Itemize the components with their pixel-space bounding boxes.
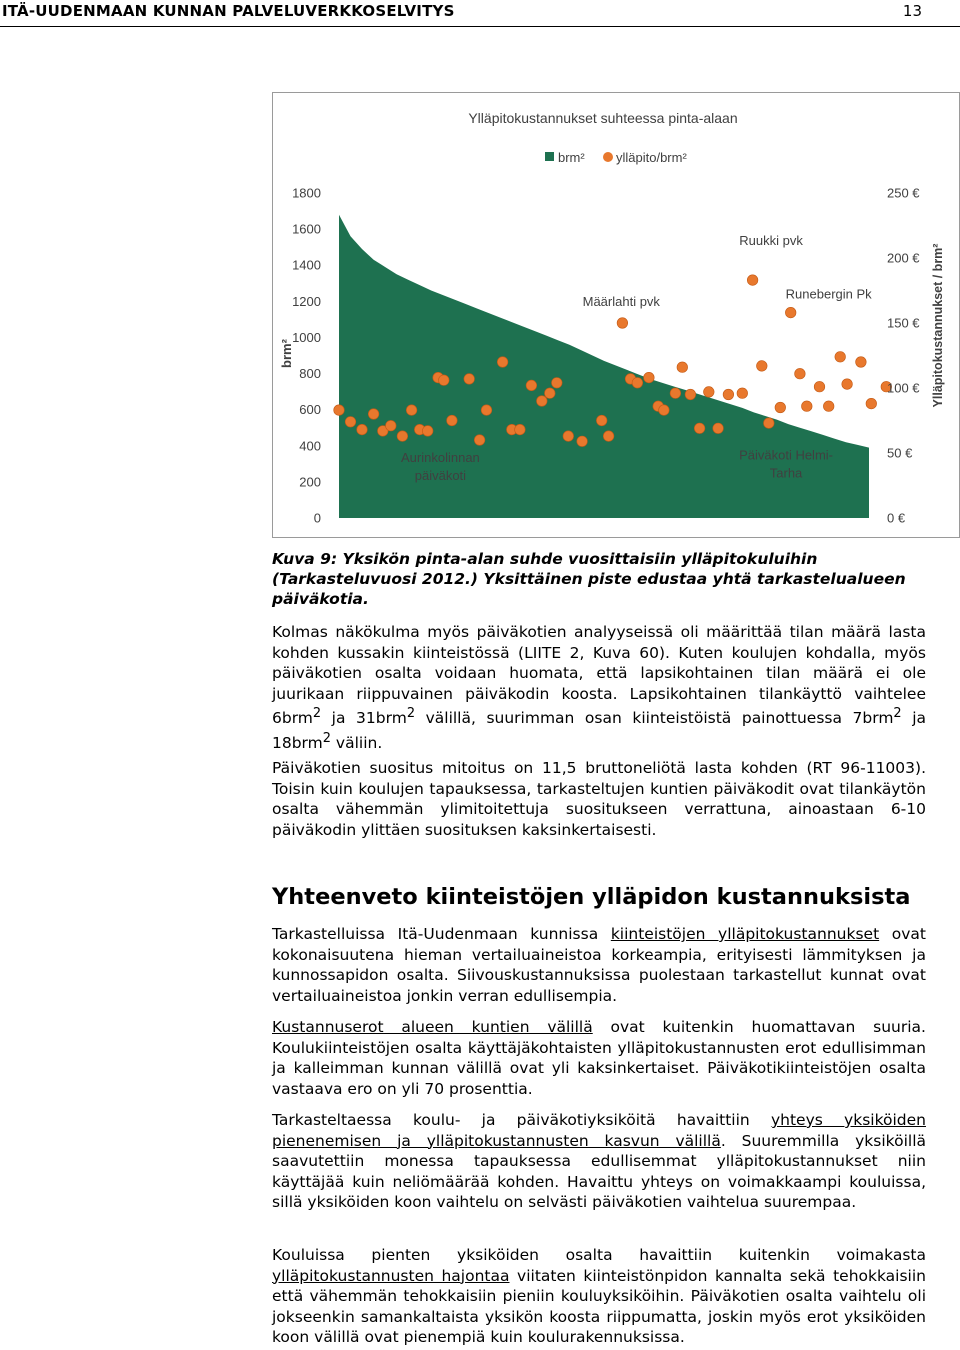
s4-text-a: Kouluissa pienten yksiköiden osalta havaittiin kuitenkin voimakasta: [272, 1246, 926, 1264]
scatter-point: [334, 405, 345, 416]
s4-underlined: ylläpitokustannusten hajontaa: [272, 1266, 510, 1285]
scatter-point: [603, 431, 614, 442]
report-title: ITÄ-UUDENMAAN KUNNAN PALVELUVERKKOSELVITYS: [2, 2, 455, 20]
left-tick-label: 1600: [292, 221, 321, 237]
scatter-point: [764, 418, 775, 429]
scatter-point: [823, 401, 834, 412]
scatter-point: [617, 318, 628, 329]
left-tick-label: 1400: [292, 257, 321, 273]
point-annotation: Tarha: [769, 465, 803, 481]
point-annotation: Runebergin Pk: [785, 286, 872, 302]
scatter-point: [723, 389, 734, 400]
scatter-point: [596, 415, 607, 426]
superscript-2: 2: [406, 706, 416, 721]
scatter-point: [368, 409, 379, 420]
superscript-2: 2: [322, 730, 331, 746]
legend-swatch-marker: [603, 152, 613, 162]
paragraph-space-per-child: [272, 622, 926, 753]
point-annotation: päiväkoti: [414, 468, 467, 484]
scatter-point: [537, 396, 548, 407]
chart-legend: [545, 150, 687, 165]
scatter-point: [386, 420, 397, 431]
left-tick-label: 600: [299, 402, 321, 418]
scatter-point: [563, 431, 574, 442]
scatter-point: [474, 435, 485, 446]
scatter-point: [497, 357, 508, 368]
chart-title: Ylläpitokustannukset suhteessa pinta-alaan: [468, 110, 738, 126]
scatter-point: [842, 379, 853, 390]
scatter-point: [713, 423, 724, 434]
scatter-point: [802, 401, 813, 412]
superscript-2: 2: [312, 706, 322, 721]
point-annotation: Aurinkolinnan: [401, 450, 480, 466]
left-tick-label: 1200: [292, 293, 321, 309]
right-tick-label: 100 €: [887, 380, 920, 396]
scatter-point: [835, 352, 846, 363]
scatter-point: [632, 378, 643, 389]
paragraph-summary-4: [272, 1245, 926, 1348]
s1-underlined: kiinteistöjen ylläpitokustannukset: [610, 925, 880, 943]
scatter-point: [515, 424, 526, 435]
scatter-point: [464, 374, 475, 385]
scatter-point: [545, 388, 556, 399]
s1-text-a: Tarkastelluissa Itä-Uudenmaan kunnissa: [272, 925, 611, 943]
scatter-point: [552, 378, 563, 389]
scatter-point: [439, 375, 450, 386]
right-tick-label: 200 €: [887, 250, 920, 266]
scatter-point: [357, 424, 368, 435]
right-axis: [887, 186, 945, 526]
right-tick-label: 50 €: [887, 445, 913, 461]
paragraph-summary-2: [272, 1017, 926, 1099]
s2-underlined: Kustannuserot alueen kuntien välillä: [272, 1018, 593, 1036]
point-annotation: Päiväkoti Helmi-: [739, 447, 834, 463]
s3-underlined: yhteys yksiköiden pienenemisen ja ylläpitokustannusten kasvun välillä: [272, 1111, 926, 1150]
right-tick-label: 250 €: [887, 185, 920, 201]
scatter-point: [866, 398, 877, 409]
point-annotation: Määrlahti pvk: [582, 294, 660, 310]
scatter-point: [795, 368, 806, 379]
left-tick-label: 200: [299, 474, 321, 490]
left-tick-label: 0: [313, 510, 321, 526]
paragraph-summary-3: [272, 1110, 926, 1213]
right-tick-label: 150 €: [887, 315, 920, 331]
legend-label: ylläpito/brm²: [616, 150, 687, 165]
p1-text-a: Kolmas näkökulma myös päiväkotien analyyseissä oli määrittää tilan määrä lasta kohden kussakin kiinteistössä (LIITE 2, Kuva 60). Kuten koulujen kohdalla, myös päiväkotien osalta voidaan huomata, että lapsikohtainen tilan määrä ei ole juurikaan riippuvainen päiväkodin koosta. Lapsikohtainen tilankäyttö vaihtelee 6brm: [272, 623, 926, 728]
scatter-point: [775, 402, 786, 413]
left-tick-label: 1800: [292, 185, 321, 201]
legend-label: brm²: [558, 150, 585, 165]
s3-text-a: Tarkasteltaessa koulu- ja päiväkotiyksiköitä havaittiin: [272, 1111, 771, 1129]
paragraph-summary-1: [272, 924, 926, 1006]
p1-text-b: ja 31brm: [321, 709, 407, 728]
s4-text-b: viitaten kiinteistönpidon kannalta sekä tehokkaisiin että vähemmän tehokkaisiin pieniin kouluyksiköihin. Päiväkotien osalta vaihtelu oli jokseenkin samankaltaista yksikön koosta riippumatta, joskin myös erot yksiköiden koon välillä ovat pienempiä kuin koulurakennuksissa.: [272, 1266, 926, 1346]
section-heading: Yhteenveto kiinteistöjen ylläpidon kustannuksista: [272, 884, 911, 910]
scatter-point: [397, 431, 408, 442]
point-annotation: Ruukki pvk: [739, 233, 803, 248]
scatter-point: [856, 357, 867, 368]
scatter-point: [644, 372, 655, 383]
scatter-point: [757, 361, 768, 372]
s3-text-b: . Suuremmilla yksiköillä saavutettiin monessa tapauksessa edullisemmat ylläpitokustannukset niin käyttäjää kuin neliömäärää kohden. Havaittu yhteys on voimakkaampi kouluissa, sillä yksiköiden koon vaihtelu on selvästi päiväkotien vaihtelua suurempaa.: [272, 1131, 926, 1211]
right-tick-label: 0 €: [887, 510, 906, 526]
scatter-point: [481, 405, 492, 416]
left-tick-label: 800: [299, 366, 321, 382]
scatter-point: [814, 381, 825, 392]
scatter-point: [345, 417, 356, 428]
scatter-point: [526, 380, 537, 391]
chart-container: [272, 92, 960, 538]
left-tick-label: 1000: [292, 329, 321, 345]
scatter-point: [447, 415, 458, 426]
s1-text-b: ovat kokonaisuutena hieman vertailuaineistoa korkeampia, erityisesti lämmityksen ja kunnossapidon osalta. Siivouskustannuksissa puolestaan tarkastellut kunnat ovat vertailuaineistoa jonkin verran edullisempia.: [272, 925, 926, 1005]
scatter-point: [747, 275, 758, 286]
chart-svg: [273, 93, 959, 537]
scatter-point: [422, 426, 433, 437]
p1-text-d: ja 18brm: [272, 709, 926, 752]
scatter-point: [785, 307, 796, 318]
p1-text-c: välillä, suurimman osan kiinteistöistä painottuessa 7brm: [415, 709, 894, 728]
page-header: [0, 0, 960, 27]
legend-swatch-area: [545, 152, 554, 161]
scatter-point: [694, 423, 705, 434]
paragraph-recommendation: [272, 758, 926, 840]
scatter-point: [670, 388, 681, 399]
scatter-point: [737, 388, 748, 399]
left-tick-label: 400: [299, 438, 321, 454]
page-number: 13: [902, 2, 922, 20]
scatter-point: [659, 405, 670, 416]
scatter-point: [704, 387, 715, 398]
scatter-point: [577, 436, 588, 447]
left-axis-title: brm²: [279, 339, 294, 368]
scatter-point: [406, 405, 417, 416]
figure-caption: Kuva 9: Yksikön pinta-alan suhde vuosittaisiin ylläpitokuluihin (Tarkasteluvuosi 2012.) Yksittäinen piste edustaa yhtä tarkastelualueen päiväkotia.: [272, 550, 906, 608]
s2-text-b: ovat kuitenkin huomattavan suuria. Koulukiinteistöjen osalta käyttäjäkohtaisten ylläpitokustannusten erot edullisimman ja kalleimman kunnan välillä ovat yli kaksinkertaiset. Päiväkotikiinteistöjen osalta vastaava ero on yli 70 prosenttia.: [272, 1018, 926, 1098]
p1-text-e: väliin.: [330, 733, 383, 752]
scatter-point: [677, 362, 688, 373]
p2-text: Päiväkotien suositus mitoitus on 11,5 bruttoneliötä lasta kohden (RT 96-11003). Toisin kuin koulujen tapauksessa, tarkasteltujen kuntien päiväkodit ovat tilankäytön osalta vähemmän ylimitoitettuja suositukseen verrattuna, ainoastaan 6-10 päiväkodin ylittäen suosituksen kaksinkertaisesti.: [272, 759, 926, 839]
scatter-point: [685, 389, 696, 400]
superscript-2: 2: [893, 706, 902, 721]
right-axis-title: Ylläpitokustannukset / brm²: [931, 243, 945, 408]
left-axis: [279, 186, 321, 526]
